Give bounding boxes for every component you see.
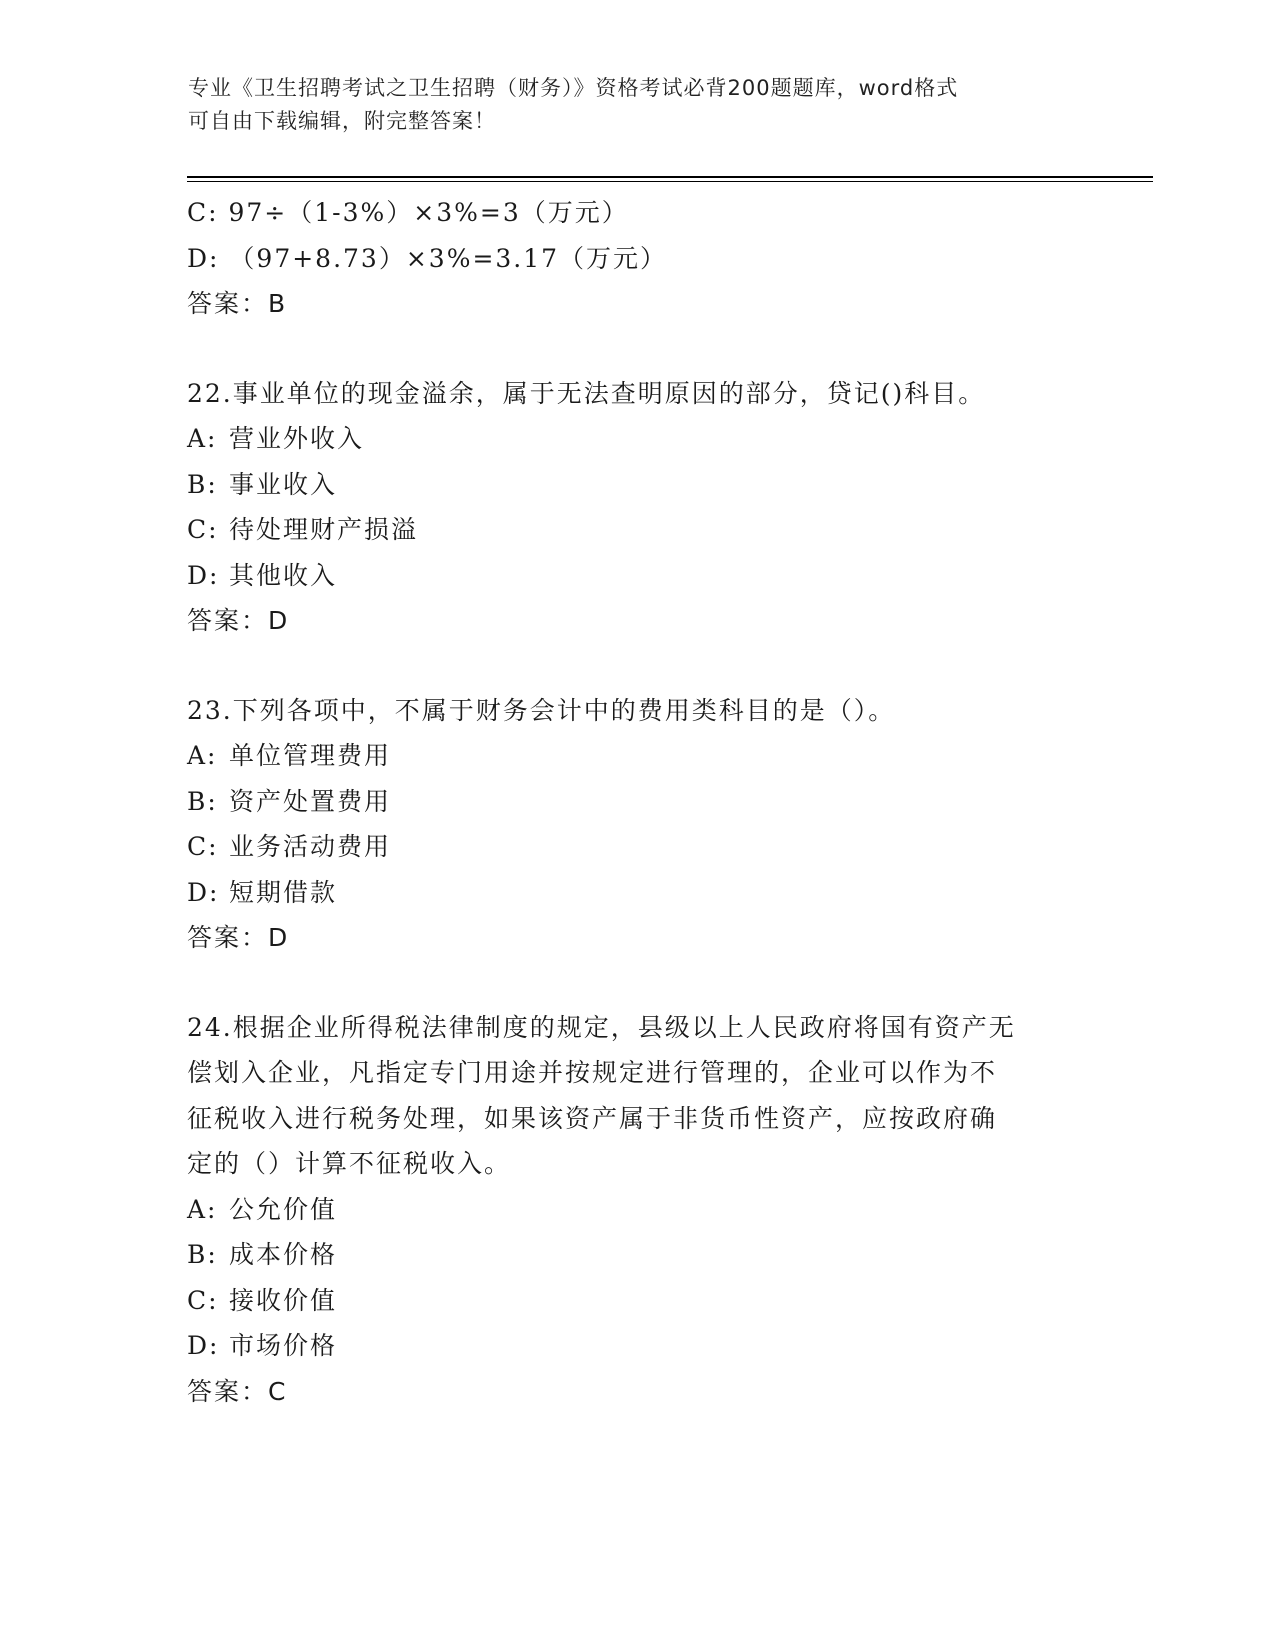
- option-label: C:: [187, 1285, 219, 1315]
- header-divider-thick: [187, 176, 1153, 178]
- option-a: [187, 416, 1087, 462]
- option-text: 事业收入: [229, 469, 338, 499]
- question-text-line: 征税收入进行税务处理，如果该资产属于非货币性资产，应按政府确: [187, 1103, 998, 1133]
- question-text-line: 定的（）计算不征税收入。: [187, 1149, 512, 1178]
- option-c: [187, 1278, 1087, 1324]
- header-line-1: 专业《卫生招聘考试之卫生招聘（财务）》资格考试必背200题题库，word格式: [188, 76, 959, 100]
- option-text: 市场价格: [229, 1331, 338, 1360]
- option-text: 业务活动费用: [229, 832, 392, 861]
- answer-line: 答案：D: [187, 606, 290, 635]
- option-c: C: 97÷（1-3%）×3%=3（万元）: [187, 198, 629, 227]
- option-text: 其他收入: [229, 560, 338, 590]
- question-22: [187, 371, 1087, 644]
- option-text: 单位管理费用: [229, 741, 392, 770]
- option-d: [187, 553, 1087, 599]
- option-b: [187, 779, 1087, 825]
- header-divider-thin: [187, 181, 1153, 182]
- option-label: D:: [187, 877, 220, 907]
- option-label: A:: [187, 1194, 218, 1224]
- question-text-line: 24.根据企业所得税法律制度的规定，县级以上人民政府将国有资产无: [187, 1012, 1016, 1042]
- option-a: [187, 733, 1087, 779]
- question-text: 22.事业单位的现金溢余，属于无法查明原因的部分，贷记()科目。: [187, 378, 986, 408]
- option-text: 营业外收入: [229, 424, 365, 453]
- document-header: [188, 72, 1068, 138]
- option-label: C:: [187, 515, 219, 544]
- option-text: 短期借款: [229, 877, 338, 907]
- option-label: D:: [187, 1331, 220, 1360]
- answer-line: 答案：C: [187, 1376, 288, 1406]
- option-label: A:: [187, 424, 218, 453]
- option-d: [187, 870, 1087, 916]
- question-content: [187, 190, 1087, 1414]
- answer-line: 答案：B: [187, 289, 288, 318]
- question-text: 23.下列各项中，不属于财务会计中的费用类科目的是（）。: [187, 695, 896, 725]
- option-b: [187, 462, 1087, 508]
- option-a: [187, 1187, 1087, 1233]
- option-c: [187, 507, 1087, 553]
- option-label: B:: [187, 786, 218, 816]
- option-label: B:: [187, 1240, 218, 1269]
- option-text: 待处理财产损溢: [229, 515, 419, 544]
- question-24: [187, 1005, 1087, 1415]
- option-label: D:: [187, 560, 220, 590]
- option-text: 资产处置费用: [229, 786, 392, 816]
- option-b: [187, 1232, 1087, 1278]
- option-label: A:: [187, 741, 218, 770]
- question-23: [187, 688, 1087, 961]
- option-c: [187, 824, 1087, 870]
- question-text-line: 偿划入企业，凡指定专门用途并按规定进行管理的，企业可以作为不: [187, 1058, 998, 1087]
- option-d: D: （97+8.73）×3%=3.17（万元）: [187, 243, 668, 273]
- option-label: B:: [187, 469, 218, 499]
- option-text: 接收价值: [229, 1285, 338, 1315]
- header-line-2: 可自由下载编辑，附完整答案！: [188, 109, 496, 133]
- option-label: C:: [187, 832, 219, 861]
- answer-line: 答案：D: [187, 923, 290, 952]
- option-text: 成本价格: [229, 1240, 338, 1269]
- question-21-tail: [187, 190, 1087, 327]
- option-d: [187, 1323, 1087, 1369]
- option-text: 公允价值: [229, 1194, 338, 1224]
